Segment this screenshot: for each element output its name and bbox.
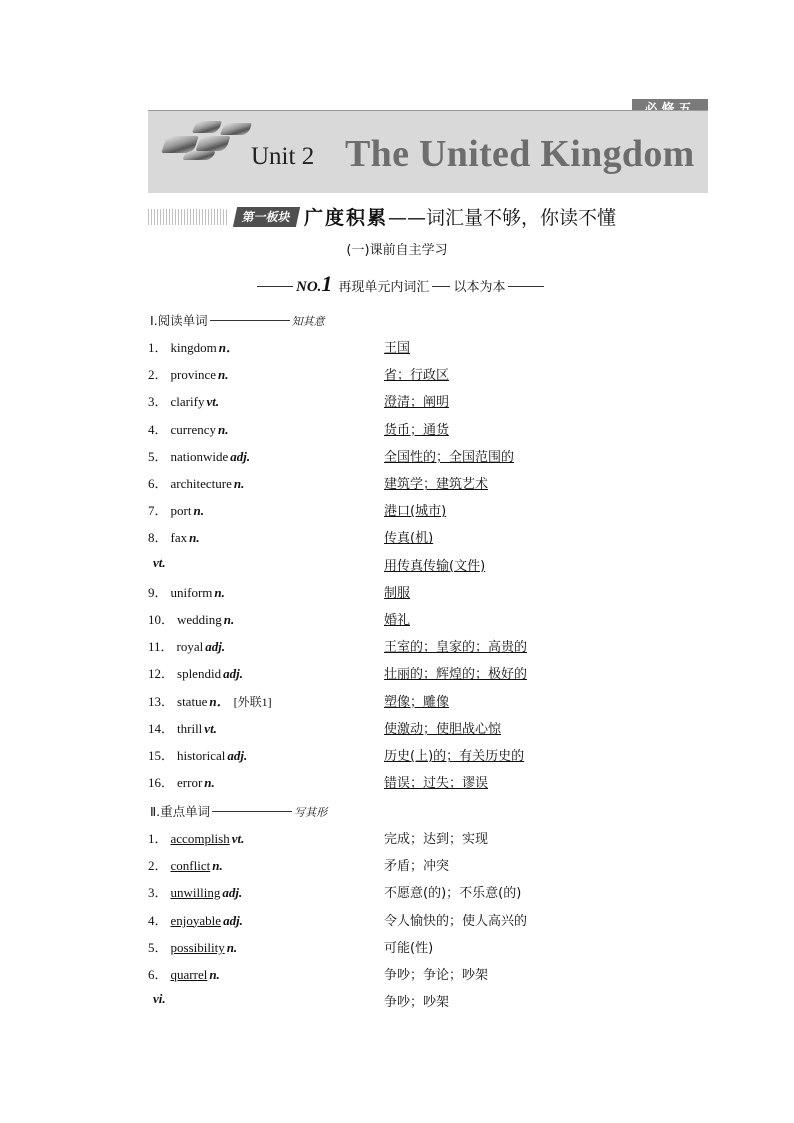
- item-number: 15．: [148, 748, 175, 763]
- english-word: clarify: [170, 394, 205, 410]
- banner-photo: [192, 121, 222, 133]
- item-number: 3．: [148, 885, 168, 901]
- part-of-speech: n.: [209, 967, 220, 982]
- word-entry: [148, 937, 237, 956]
- part-of-speech: vt.: [231, 831, 245, 846]
- part-of-speech: n.: [223, 612, 235, 627]
- english-word: wedding: [177, 612, 222, 627]
- word-entry: [148, 718, 217, 737]
- part1-rule: [210, 320, 290, 321]
- section-title: [304, 203, 616, 230]
- part-of-speech: n.: [218, 367, 229, 383]
- part-of-speech: n.: [212, 858, 223, 874]
- word-entry: [148, 473, 244, 492]
- banner-photos: [158, 121, 254, 161]
- word-entry: [148, 582, 225, 601]
- section-title-rest: ——词汇量不够，你读不懂: [388, 207, 617, 229]
- part-of-speech: adj.: [205, 639, 226, 655]
- chinese-meaning: 争吵；吵架: [384, 995, 450, 1011]
- chinese-meaning: 王国: [384, 341, 411, 356]
- word-entry: [148, 772, 215, 791]
- rule-left: [257, 286, 293, 287]
- part1-hint: 知其意: [291, 315, 325, 328]
- item-number: 3．: [148, 394, 168, 410]
- word-entry: [148, 555, 166, 571]
- english-word: royal: [176, 639, 204, 655]
- part1-heading: [150, 311, 325, 329]
- chinese-meaning: 省；行政区: [384, 368, 450, 384]
- part-of-speech: vt.: [153, 554, 166, 570]
- item-number: 6．: [148, 476, 168, 491]
- chinese-meaning: 不愿意(的)；不乐意(的): [384, 886, 522, 902]
- english-word: statue: [177, 693, 208, 709]
- word-entry: [148, 882, 242, 901]
- part-of-speech: adj.: [227, 748, 248, 763]
- chinese-meaning: 港口(城市): [384, 504, 447, 520]
- chinese-meaning: 澄清；阐明: [384, 395, 450, 411]
- part2-rule: [212, 811, 292, 812]
- word-entry: [148, 991, 166, 1007]
- english-word: possibility: [170, 939, 225, 955]
- chinese-meaning: 矛盾；冲突: [384, 859, 450, 875]
- section-title-bold: 广度积累: [304, 207, 389, 229]
- no1-heading: [254, 271, 547, 297]
- banner-photo: [183, 151, 216, 160]
- word-entry: [148, 527, 200, 546]
- english-word: uniform: [170, 584, 213, 600]
- english-word: kingdom: [170, 340, 217, 355]
- part-of-speech: adj.: [230, 448, 251, 464]
- word-entry: [148, 663, 243, 682]
- word-entry: [148, 609, 234, 628]
- part-of-speech: n.: [193, 503, 204, 519]
- item-number: 8．: [148, 530, 168, 546]
- chinese-meaning: 令人愉快的；使人高兴的: [384, 913, 528, 929]
- part-of-speech: n．: [218, 340, 239, 355]
- english-word: historical: [177, 748, 226, 763]
- item-number: 11．: [148, 639, 174, 655]
- unit-title: The United Kingdom: [345, 133, 695, 175]
- item-number: 12．: [148, 666, 175, 682]
- item-number: 2．: [148, 858, 168, 874]
- banner-photo: [196, 136, 231, 151]
- chinese-meaning: 货币；通货: [384, 422, 450, 438]
- english-word: province: [170, 367, 216, 383]
- part-of-speech: n．: [209, 693, 230, 709]
- word-entry: [148, 419, 228, 438]
- english-word: thrill: [177, 720, 203, 736]
- chinese-meaning: 建筑学；建筑艺术: [384, 477, 489, 492]
- part-of-speech: vt.: [204, 720, 217, 736]
- word-entry: [148, 500, 204, 519]
- no1-label: NO.1: [296, 271, 333, 296]
- chinese-meaning: 历史(上)的；有关历史的: [384, 749, 525, 764]
- english-word: quarrel: [170, 967, 208, 982]
- word-entry: [148, 910, 243, 929]
- word-entry: [148, 364, 228, 383]
- item-number: 1．: [148, 340, 168, 355]
- part1-heading-text: Ⅰ.阅读单词: [150, 313, 208, 328]
- part-of-speech: n.: [226, 939, 238, 955]
- english-word: port: [170, 503, 192, 519]
- english-word: enjoyable: [170, 912, 222, 928]
- part-of-speech: n.: [214, 584, 225, 600]
- item-number: 4．: [148, 421, 168, 437]
- english-word: currency: [170, 421, 216, 437]
- item-number: 1．: [148, 831, 168, 846]
- part-of-speech: vt.: [206, 394, 220, 410]
- item-number: 4．: [148, 912, 168, 928]
- chinese-meaning: 壮丽的；辉煌的；极好的: [384, 667, 528, 683]
- section-stripes: [148, 209, 228, 225]
- item-number: 5．: [148, 939, 168, 955]
- chinese-meaning: 使激动；使胆战心惊: [384, 721, 502, 737]
- english-word: unwilling: [170, 885, 221, 901]
- english-word: error: [177, 775, 203, 791]
- word-entry: [148, 745, 247, 764]
- part-of-speech: adj.: [222, 885, 243, 901]
- item-number: 6．: [148, 967, 168, 982]
- word-entry: [148, 636, 225, 655]
- banner-photo: [220, 123, 252, 135]
- item-number: 5．: [148, 448, 168, 464]
- part-of-speech: n.: [189, 530, 200, 546]
- part-of-speech: n.: [204, 775, 215, 791]
- item-number: 7．: [148, 503, 168, 519]
- part-of-speech: vi.: [153, 991, 166, 1007]
- unit-number: Unit 2: [251, 143, 315, 170]
- chinese-meaning: 婚礼: [384, 613, 411, 628]
- word-entry: [148, 391, 219, 410]
- chinese-meaning: 全国性的；全国范围的: [384, 449, 515, 465]
- english-word: nationwide: [170, 448, 229, 464]
- word-entry: [148, 446, 250, 465]
- item-number: 2．: [148, 367, 168, 383]
- english-word: architecture: [170, 476, 232, 491]
- item-number: 9．: [148, 584, 168, 600]
- english-word: conflict: [170, 858, 211, 874]
- word-entry: [148, 964, 220, 983]
- part-of-speech: adj.: [223, 666, 243, 682]
- item-number: 13．: [148, 693, 175, 709]
- chinese-meaning: 制服: [384, 585, 411, 601]
- english-word: splendid: [177, 666, 222, 682]
- item-number: 10．: [148, 612, 175, 627]
- rule-right: [508, 286, 544, 287]
- chinese-meaning: 塑像；雕像: [384, 694, 450, 710]
- word-entry: [148, 828, 244, 847]
- chinese-meaning: 传真(机): [384, 531, 434, 547]
- part2-hint: 写其形: [294, 806, 328, 819]
- pre-study-heading: (一)课前自主学习: [346, 243, 448, 258]
- rule-mid: [432, 286, 450, 287]
- item-note: [外联1]: [233, 694, 272, 709]
- chinese-meaning: 王室的；皇家的；高贵的: [384, 640, 528, 656]
- word-entry: [148, 691, 272, 710]
- word-entry: [148, 855, 223, 874]
- chinese-meaning: 用传真传输(文件): [384, 558, 486, 574]
- part-of-speech: n.: [217, 421, 229, 437]
- part-of-speech: adj.: [223, 912, 243, 928]
- chinese-meaning: 完成；达到；实现: [384, 832, 489, 847]
- no1-title: 再现单元内词汇: [338, 280, 430, 295]
- chinese-meaning: 可能(性): [384, 940, 434, 956]
- chinese-meaning: 错误；过失；谬误: [384, 776, 489, 792]
- item-number: 16．: [148, 775, 175, 791]
- no1-rest: 以本为本: [453, 280, 506, 295]
- english-word: fax: [170, 530, 188, 546]
- word-entry: [148, 337, 239, 356]
- part2-heading-text: Ⅱ.重点单词: [150, 804, 211, 819]
- chinese-meaning: 争吵；争论；吵架: [384, 968, 489, 983]
- part-of-speech: n.: [233, 476, 245, 491]
- item-number: 14．: [148, 720, 175, 736]
- english-word: accomplish: [170, 831, 230, 846]
- section-badge: 第一板块: [233, 207, 300, 227]
- part2-heading: [150, 802, 327, 820]
